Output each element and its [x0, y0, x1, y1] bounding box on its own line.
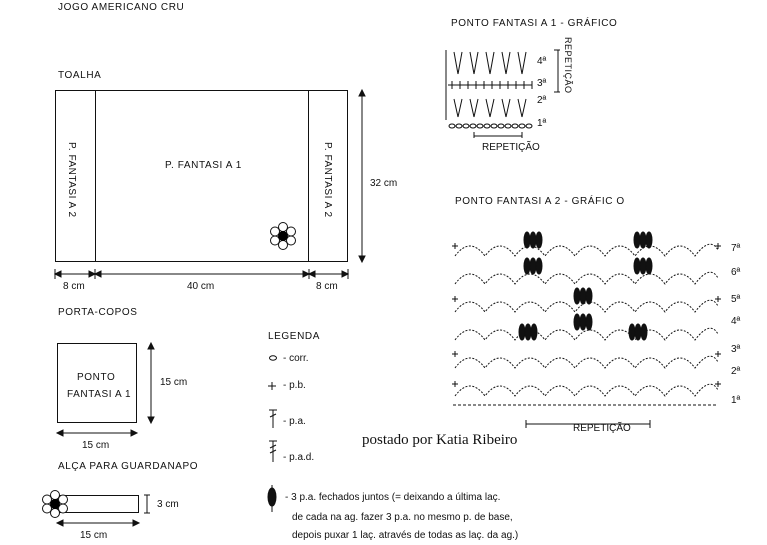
chart2-title: PONTO FANTASI A 2 - GRÁFIC O: [455, 196, 625, 207]
legend-note-line-3: depois puxar 1 laç. através de todas as laç. da ag.): [292, 530, 519, 541]
toalha-right-label: P. FANTASI A 2: [322, 142, 333, 218]
chart2-row-3: 3ª: [731, 344, 741, 355]
chart2-arch-row-3: [455, 356, 718, 368]
signature: postado por Katia Ribeiro: [362, 432, 518, 448]
toalha-dim-left: 8 cm: [63, 281, 85, 292]
porta-copos-height-label: 15 cm: [160, 377, 188, 388]
legend-note-line-2: de cada na ag. fazer 3 p.a. no mesmo p. de base,: [292, 512, 513, 523]
alca-width-label: 15 cm: [80, 530, 108, 541]
porta-copos-width-label: 15 cm: [82, 440, 110, 451]
chart2-row-1: 1ª: [731, 395, 741, 406]
chart2-cluster-group: [519, 232, 652, 340]
chart1-row-4: 4ª: [537, 56, 547, 67]
chart2-arch-row-4: [455, 328, 718, 340]
legend-item-pb: - p.b.: [283, 380, 306, 391]
chart2-arch-row-2: [455, 384, 718, 396]
porta-copos-label: PORTA-COPOS: [58, 307, 138, 318]
toalha-label: TOALHA: [58, 70, 102, 81]
toalha-height-label: 32 cm: [370, 178, 398, 189]
chart1-row-3: 3ª: [537, 78, 547, 89]
legend-item-pad: - p.a.d.: [283, 452, 315, 463]
toalha-dim-right: 8 cm: [316, 281, 338, 292]
legend-item-pa: - p.a.: [283, 416, 306, 427]
chart1-row-2: 2ª: [537, 95, 547, 106]
chart1-repeat-bottom: REPETIÇÃO: [482, 142, 540, 153]
chart2-row-5: 5ª: [731, 294, 741, 305]
chart2-row-4: 4ª: [731, 316, 741, 327]
chart2-row-6: 6ª: [731, 267, 741, 278]
legend-title: LEGENDA: [268, 331, 320, 342]
chart1-row-1: 1ª: [537, 118, 547, 129]
chart2-single-crochet-marks: [452, 243, 721, 387]
toalha-center-label: P. FANTASI A 1: [165, 160, 242, 171]
legend-note-line-1: - 3 p.a. fechados juntos (= deixando a última laç.: [285, 492, 501, 503]
alca-label: ALÇA PARA GUARDANAPO: [58, 461, 199, 472]
legend-item-corr: - corr.: [283, 353, 309, 364]
chart2-repeat-bottom: REPETIÇÃO: [573, 423, 631, 434]
page-title: JOGO AMERICANO CRU: [58, 2, 185, 13]
chart1-repeat-side: REPETIÇÃO: [563, 37, 573, 94]
porta-copos-text-2: FANTASI A 1: [67, 389, 132, 400]
chart2-row-2: 2ª: [731, 366, 741, 377]
chart1-title: PONTO FANTASI A 1 - GRÁFICO: [451, 18, 618, 29]
toalha-left-label: P. FANTASI A 2: [66, 142, 77, 218]
alca-height-label: 3 cm: [157, 499, 179, 510]
chart2-arch-row-7: [455, 244, 718, 256]
porta-copos-text-1: PONTO: [77, 372, 116, 383]
chart2-row-7: 7ª: [731, 243, 741, 254]
chart2-arch-row-6: [455, 272, 718, 284]
toalha-dim-center: 40 cm: [187, 281, 215, 292]
